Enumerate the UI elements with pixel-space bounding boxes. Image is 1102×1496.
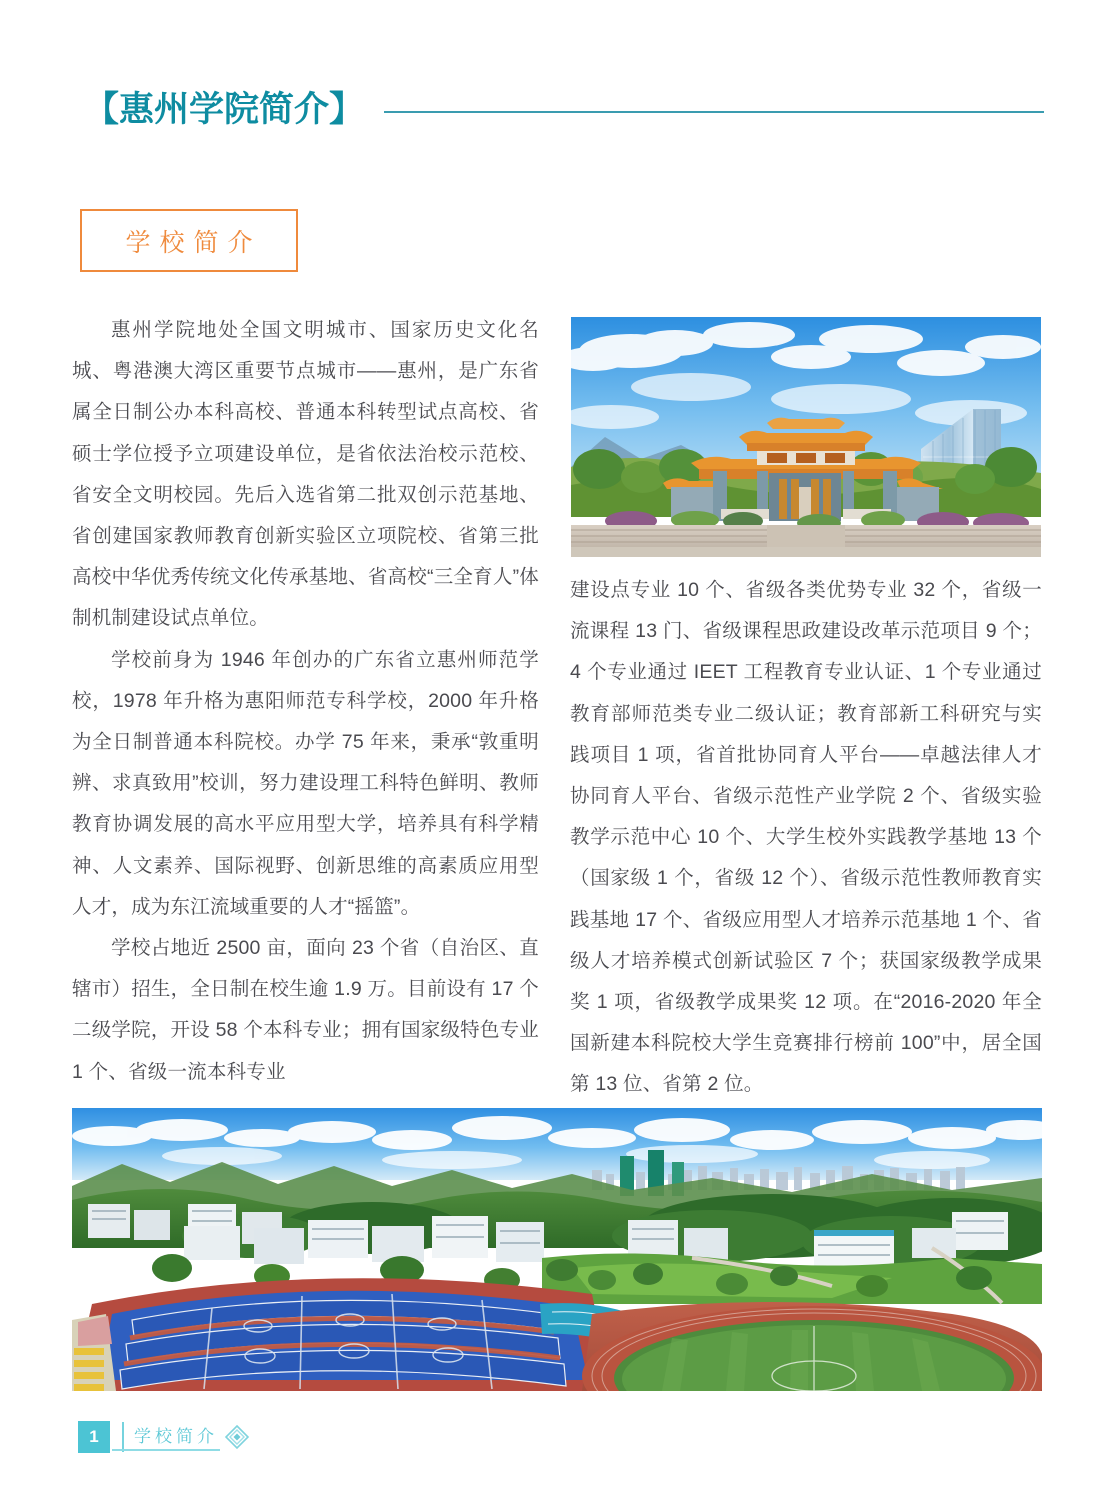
page-header xyxy=(84,82,1044,138)
paragraph-1: 惠州学院地处全国文明城市、国家历史文化名城、粤港澳大湾区重要节点城市——惠州，是广东省属全日制公办本科高校、普通本科转型试点高校、省硕士学位授予立项建设单位，是省依法治校示范校、省安全文明校园。先后入选省第二批双创示范基地、省创建国家教师教育创新实验区立项院校、省第三批高校中华优秀传统文化传承基地、省高校“三全育人”体制机制建设试点单位。 xyxy=(72,319,539,630)
page-title: 【惠州学院简介】 xyxy=(84,90,365,129)
footer-divider xyxy=(122,1422,124,1452)
section-badge-label: 学校简介 xyxy=(125,228,262,257)
title-divider-rule xyxy=(384,111,1044,113)
paragraph-2: 学校前身为 1946 年创办的广东省立惠州师范学校，1978 年升格为惠阳师范专科学校，2000 年升格为全日制普通本科院校。办学 75 年来，秉承“敦重明辨、求真致用”校训，努力建设理工科特色鲜明、教师教育协调发展的高水平应用型大学，培养具有科学精神、人文素养、国际视野、创新思维的高素质应用型人才，成为东江流域重要的人才“摇篮”。 xyxy=(72,648,539,918)
diamond-ornament-icon xyxy=(224,1424,250,1450)
campus-gate-photo xyxy=(571,317,1041,557)
page-number: 1 xyxy=(78,1421,110,1453)
section-badge xyxy=(80,209,298,272)
paragraph-4: 建设点专业 10 个、省级各类优势专业 32 个，省级一流课程 13 门、省级课程思政建设改革示范项目 9 个；4 个专业通过 IEET 工程教育专业认证、1 个专业通过教育部师范类专业二级认证；教育部新工科研究与实践项目 1 项，省首批协同育人平台——卓越法律人才协同育人平台、省级示范性产业学院 2 个、省级实验教学示范中心 10 个、大学生校外实践教学基地 13 个（国家级 1 个，省级 12 个）、省级示范性教师教育实践基地 17 个、省级应用型人才培养示范基地 1 个、省级人才培养模式创新试验区 7 个；获国家级教学成果奖 1 项，省级教学成果奖 12 项。在“2016-2020 年全国新建本科院校大学生竞赛排行榜前 100”中，居全国第 13 位、省第 2 位。 xyxy=(570,579,1042,1096)
right-column-text xyxy=(570,570,1042,1106)
left-column-text xyxy=(72,310,539,1093)
footer-underline-rule xyxy=(112,1449,220,1451)
footer-section-label: 学校简介 xyxy=(134,1427,218,1446)
campus-panorama-photo xyxy=(72,1108,1042,1391)
paragraph-3: 学校占地近 2500 亩，面向 23 个省（自治区、直辖市）招生，全日制在校生逾 1.9 万。目前设有 17 个二级学院，开设 58 个本科专业；拥有国家级特色专业 1 个、省级一流本科专业 xyxy=(72,937,539,1083)
